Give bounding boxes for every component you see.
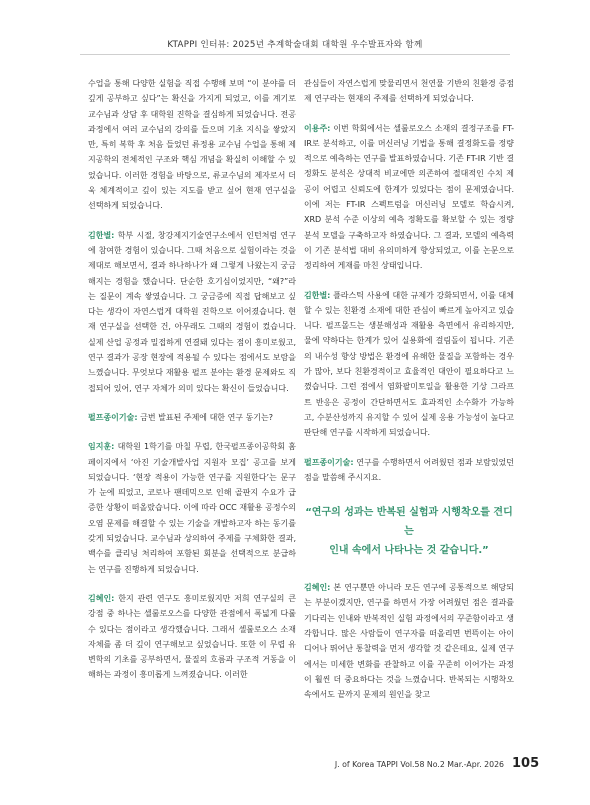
paragraph <box>304 76 514 107</box>
pull-quote-line: “연구의 성과는 반복된 실험과 시행착오를 견디는 <box>305 507 513 538</box>
question <box>304 455 514 486</box>
paragraph-text: 이번 학회에서는 셀룰로오스 소재의 결정구조를 FT-IR로 분석하고, 이를 머신러닝 기법을 통해 결정화도를 정량적으로 예측하는 연구를 발표하였습니다. 기존 FT-IR 기반 결정화도 분석은 상대적 비교에만 의존하여 절대적인 수치 제공이 어렵고 신뢰도에 한계가 있었다는 점이 문제였습니다. 이에 저는 FT-IR 스펙트럼을 머신러닝 모델로 학습시켜, XRD 분석 수준 이상의 예측 정확도를 확보할 수 있는 정량 분석 모델을 구축하고자 하였습니다. 그 결과, 모델의 예측력이 기존 분석법 대비 유의미하게 향상되었고, 이를 논문으로 정리하여 게재를 마친 상태입니다. <box>304 123 514 271</box>
paragraph-text: 대학원 1학기를 마칠 무렵, 한국펄프종이공학회 홈페이지에서 ‘아진 기술개발사업 지원자 모집’ 공고를 보게 되었습니다. ‘현장 적용이 가능한 연구를 지원한다’는 문구가 눈에 띄었고, 코로나 팬데믹으로 인해 골판지 수요가 급증한 상황이 떠올랐습니다. 이에 따라 OCC 재활용 공정수의 오염 문제를 해결할 수 있는 기술을 개발하고자 하는 동기를 갖게 되었습니다. 교수님과 상의하여 주제를 구체화한 결과, 백수를 클리닝 처리하여 포함된 회분을 선택적으로 분급하는 연구를 진행하게 되었습니다. <box>88 442 296 574</box>
paragraph <box>304 121 514 274</box>
header-divider <box>80 54 510 55</box>
speaker-label: 김혜인: <box>304 583 331 593</box>
paragraph <box>88 228 296 396</box>
paragraph <box>88 439 296 577</box>
paragraph <box>88 591 296 683</box>
question <box>88 410 296 425</box>
paragraph-text: 한지 관련 연구도 흥미로웠지만 저희 연구실의 큰 강점 중 하나는 셀룰로오스를 다양한 관점에서 폭넓게 다룰 수 있다는 점이라고 생각했습니다. 그래서 셀룰로오스 소재 자체를 좀 더 깊이 연구해보고 싶었습니다. 또한 이 무렵 유변학의 기초를 공부하면서, 물질의 흐름과 구조적 거동을 이해하는 과정이 흥미롭게 느껴졌습니다. 이러한 <box>88 593 296 680</box>
paragraph-text: 수업을 통해 다양한 실험을 직접 수행해 보며 “이 분야를 더 깊게 공부하고 싶다”는 확신을 가지게 되었고, 이를 계기로 교수님과 상담 후 대학원 진학을 결심하게 되었습니다. 전공 과정에서 여러 교수님의 강의를 들으며 기초 지식을 쌓았지만, 특히 복학 후 처음 들었던 류정용 교수님 수업을 통해 제지공학의 전체적인 구조와 핵심 개념을 확실히 이해할 수 있었습니다. 이러한 경험을 바탕으로, 류교수님의 제자로서 더욱 체계적이고 깊이 있는 지도를 받고 싶어 현재 연구실을 선택하게 되었습니다. <box>88 79 296 211</box>
speaker-label: 김한별: <box>304 290 331 300</box>
pull-quote <box>304 503 514 560</box>
running-header: KTAPPI 인터뷰: 2025년 추계학술대회 대학원 우수발표자와 함께 <box>167 40 423 50</box>
speaker-label: 김한별: <box>88 230 115 240</box>
paragraph-text: 학부 시절, 창강제지기술연구소에서 인턴처럼 연구에 참여한 경험이 있습니다. 그때 처음으로 실험이라는 것을 제대로 해보면서, 결과 하나하나가 왜 그렇게 나왔는지 궁금해지는 경험을 했습니다. 단순한 호기심이었지만, “왜?”라는 질문이 계속 쌓였습니다. 그 궁금증에 직접 답해보고 싶다는 생각이 자연스럽게 대학원 진학으로 이어졌습니다. 현재 연구실을 선택한 건, 아무래도 그때의 경험이 컸습니다. 실제 산업 공정과 밀접하게 연결돼 있다는 점이 흥미로웠고, 연구 결과가 공장 현장에 적용될 수 있다는 점에서도 보람을 느꼈습니다. 무엇보다 재활용 펄프 분야는 환경 문제와도 직접되어 있어, 연구 자체가 의미 있다는 확신이 들었습니다. <box>88 230 296 393</box>
pull-quote-line: 인내 속에서 나타나는 것 같습니다.” <box>329 545 489 557</box>
paragraph <box>88 76 296 214</box>
paragraph-text: 관심들이 자연스럽게 맞물리면서 천연물 기반의 친환경 증점제 연구라는 현재의 주제를 선택하게 되었습니다. <box>304 79 514 104</box>
page-number: 105 <box>512 756 540 771</box>
paragraph <box>304 580 514 702</box>
right-column <box>304 76 514 717</box>
paragraph-text: 플라스틱 사용에 대한 규제가 강화되면서, 이를 대체할 수 있는 친환경 소재에 대한 관심이 빠르게 높아지고 있습니다. 펄프몰드는 생분해성과 재활용 측면에서 유리하지만, 물에 약하다는 한계가 있어 실용화에 걸림돌이 됩니다. 기존의 내수성 향상 방법은 환경에 유해한 물질을 포함하는 경우가 많아, 보다 친환경적이고 효율적인 대안이 필요하다고 느꼈습니다. 그런 점에서 염화팔미토일을 활용한 기상 그라프트 반응은 공정이 간단하면서도 효과적인 소수화가 가능하고, 수분산성까지 유지할 수 있어 실제 응용 가능성이 높다고 판단해 연구를 시작하게 되었습니다. <box>304 290 514 438</box>
journal-citation: J. of Korea TAPPI Vol.58 No.2 Mar.-Apr. 2026 <box>334 760 504 769</box>
question-text: 연구를 수행하면서 어려웠던 점과 보람있었던 점을 말씀해 주시지요. <box>304 457 514 482</box>
left-column <box>88 76 296 697</box>
speaker-label: 펄프종이기술: <box>88 412 138 422</box>
speaker-label: 이용주: <box>304 123 331 133</box>
question-text: 금번 발표된 주제에 대한 연구 동기는? <box>137 412 274 422</box>
paragraph <box>304 288 514 441</box>
speaker-label: 펄프종이기술: <box>304 457 354 467</box>
speaker-label: 임지훈: <box>88 442 115 452</box>
speaker-label: 김혜인: <box>88 593 115 603</box>
paragraph-text: 본 연구뿐만 아니라 모든 연구에 공통적으로 해당되는 부분이겠지만, 연구를 하면서 가장 어려웠던 점은 결과를 기다리는 인내와 반복적인 실험 과정에서의 꾸준함이라고 생각합니다. 많은 사람들이 연구자를 떠올리면 번뜩이는 아이디어나 뛰어난 통찰력을 먼저 생각할 것 같은데요, 실제 연구에서는 미세한 변화를 관찰하고 이를 꾸준히 이어가는 과정이 훨씬 더 중요하다는 것을 느꼈습니다. 반복되는 시행착오 속에서도 끝까지 문제의 원인을 찾고 <box>304 583 514 700</box>
